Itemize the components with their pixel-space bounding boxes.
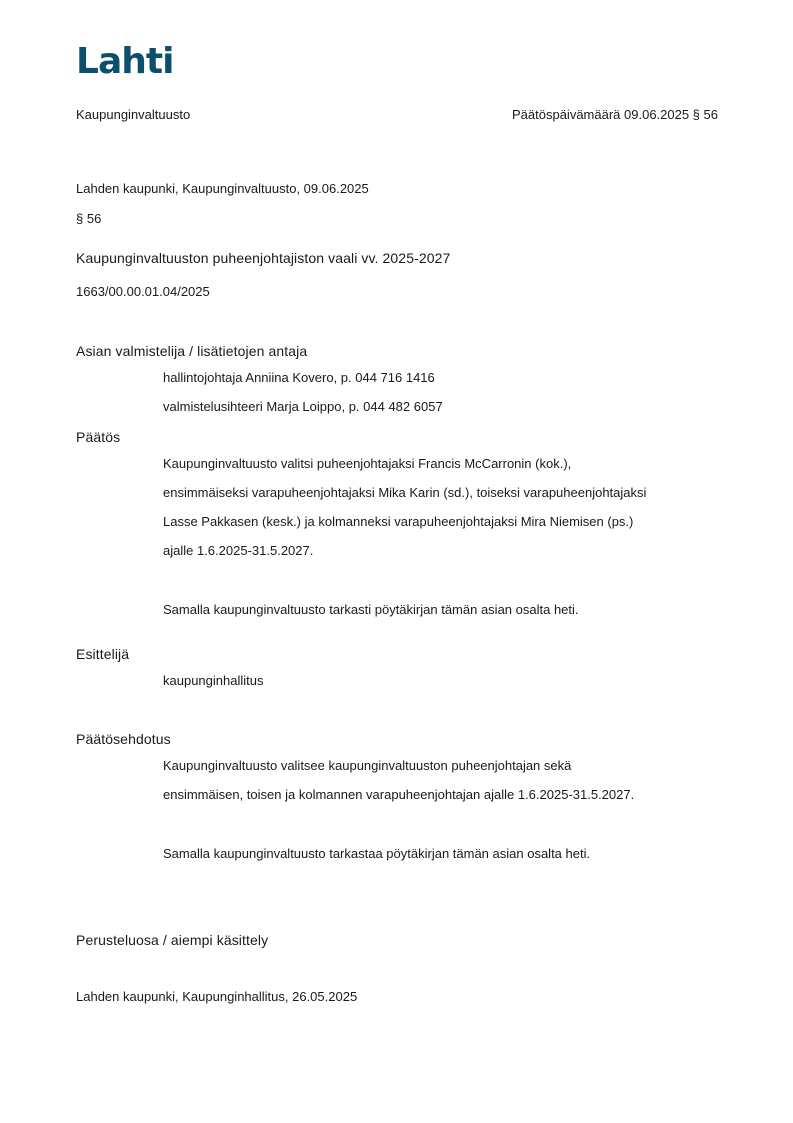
preparer-line: valmistelusihteeri Marja Loippo, p. 044 482 6057: [163, 399, 443, 414]
decision-line: Kaupunginvaltuusto valitsi puheenjohtajaksi Francis McCarronin (kok.),: [163, 456, 572, 471]
decision-heading: Päätös: [76, 429, 121, 445]
proposal-extra: Samalla kaupunginvaltuusto tarkastaa pöytäkirjan tämän asian osalta heti.: [163, 846, 591, 861]
proposal-line: ensimmäisen, toisen ja kolmannen varapuheenjohtajan ajalle 1.6.2025-31.5.2027.: [163, 787, 635, 802]
matter-title: Kaupunginvaltuuston puheenjohtajiston vaali vv. 2025-2027: [76, 250, 451, 266]
background-heading: Perusteluosa / aiempi käsittely: [76, 932, 269, 948]
decision-date: Päätöspäivämäärä 09.06.2025 § 56: [512, 107, 718, 122]
record-id: 1663/00.00.01.04/2025: [76, 284, 210, 299]
presenter-value: kaupunginhallitus: [163, 673, 264, 688]
section-number: § 56: [76, 211, 102, 226]
decision-line: ajalle 1.6.2025-31.5.2027.: [163, 543, 314, 558]
preparer-heading: Asian valmistelija / lisätietojen antaja: [76, 343, 308, 359]
preparer-line: hallintojohtaja Anniina Kovero, p. 044 716 1416: [163, 370, 435, 385]
meeting-line: Lahden kaupunki, Kaupunginvaltuusto, 09.06.2025: [76, 181, 369, 196]
presenter-heading: Esittelijä: [76, 646, 130, 662]
lahti-logo: Lahti: [76, 41, 174, 82]
decision-extra: Samalla kaupunginvaltuusto tarkasti pöytäkirjan tämän asian osalta heti.: [163, 602, 579, 617]
proposal-line: Kaupunginvaltuusto valitsee kaupunginvaltuuston puheenjohtajan sekä: [163, 758, 572, 773]
organ-name: Kaupunginvaltuusto: [76, 107, 191, 122]
background-line: Lahden kaupunki, Kaupunginhallitus, 26.05.2025: [76, 989, 358, 1004]
proposal-heading: Päätösehdotus: [76, 731, 171, 747]
decision-line: ensimmäiseksi varapuheenjohtajaksi Mika Karin (sd.), toiseksi varapuheenjohtajaksi: [163, 485, 647, 500]
decision-line: Lasse Pakkasen (kesk.) ja kolmanneksi varapuheenjohtajaksi Mira Niemisen (ps.): [163, 514, 634, 529]
